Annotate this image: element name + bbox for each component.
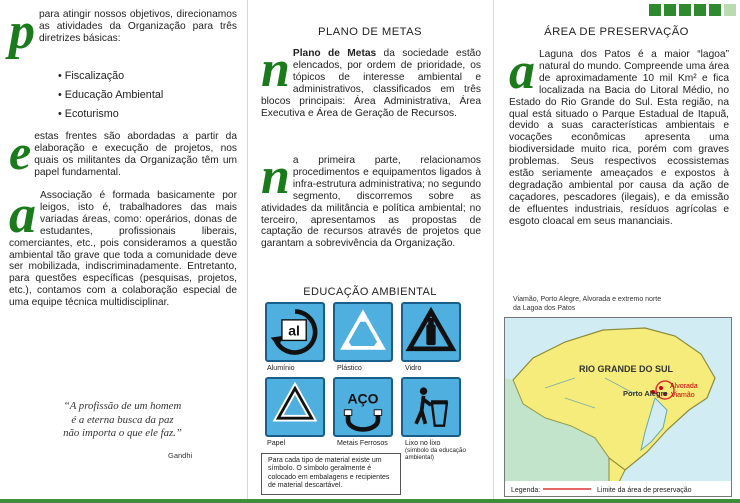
drop-cap-n: n <box>261 148 290 205</box>
plano-para-2: na primeira parte, relacionamos procedimentos e equipamentos ligados à infra-estrutura administrativa; no segundo segmento, discorremos sobre as atividades da militância e política ambiental; no terceiro, apresentamos as propostas de captação de recursos através de projetos que garantam a sobrevivência da Organização. <box>261 148 481 250</box>
paper-recycle-icon <box>265 377 325 437</box>
intro-paragraph <box>9 3 237 60</box>
litter-bin-icon <box>401 377 461 437</box>
plano-title: PLANO DE METAS <box>318 26 422 38</box>
quote-author: Gandhi <box>168 451 193 460</box>
intro-text: para atingir nossos objetivos, direcionamos as atividades da Organização para três diretrizes básicas: <box>39 9 237 44</box>
para-associacao <box>9 184 237 309</box>
map-city-alvorada: Alvorada <box>670 383 698 390</box>
map-legend-text: Limite da área de preservação <box>597 487 692 494</box>
drop-cap-e: e <box>9 124 32 180</box>
label-lixo: Lixo no lixo <box>405 439 441 447</box>
para-frentes-text: estas frentes são abordadas a partir da elaboração e execução de projetos, nos quais os militantes da Organização têm um papel fundamental. <box>34 131 237 178</box>
area-paragraph: a Laguna dos Patos é a maior “lagoa” natural do mundo. Compreende uma área de aproximadamente 10 mil Km² e fica localizada na Bacia do Litoral Médio, no Estado do Rio Grande do Sul. Esta região, na qual está situado o Parque Estadual de Itapuã, devido a suas características ambientais e vocações econômicas apresenta uma biodiversidade muito rica, porém com graves problemas. Seus respectivos ecossistemas estão seriamente ameaçados e expostos à degradação ambiental por causa da ação de caçadores, pescadores (ilegais), e da emissão de efluentes industriais, resíduos agrícolas e esgoto cloacal em seus mananciais. <box>509 43 729 227</box>
svg-text:al: al <box>288 322 300 339</box>
gandhi-quote: “A profissão de um homem é a eterna busca da paz não importa o que ele faz.” <box>63 400 182 439</box>
drop-cap-a: a <box>509 43 535 100</box>
label-lixo-sub: (símbolo da educação ambiental) <box>405 447 466 461</box>
map-state-label: RIO GRANDE DO SUL <box>579 364 674 374</box>
plano-para-1: n Plano de Metas da sociedade estão elencados, por ordem de prioridade, os tópicos de interesse ambiental e administrativos, classificados em três blocos principais: Área Administrativa, Área Executiva e Área de Geração de Recursos. <box>261 41 481 119</box>
drop-cap-n: n <box>261 41 290 98</box>
bullet-item: • Ecoturismo <box>58 108 298 120</box>
plastic-recycle-icon <box>333 302 393 362</box>
symbol-note-box: Para cada tipo de material existe um símbolo. O símbolo geralmente é colocado em embalagens e recipientes de material descartável. <box>261 453 401 495</box>
drop-cap-a: a <box>9 184 36 244</box>
glass-recycle-icon <box>401 302 461 362</box>
steel-recycle-icon <box>333 377 393 437</box>
map-city-viamao: Viamão <box>671 392 695 399</box>
panel-plano-de-metas <box>247 0 493 503</box>
label-vidro: Vidro <box>405 364 422 372</box>
bullet-item: • Educação Ambiental <box>58 89 298 101</box>
map-legend-label: Legenda: <box>511 487 541 494</box>
bullet-item: • Fiscalização <box>58 70 298 82</box>
label-plastico: Plástico <box>337 364 362 372</box>
area-title: ÁREA DE PRESERVAÇÃO <box>544 26 689 38</box>
svg-text:AÇO: AÇO <box>347 390 379 407</box>
aluminium-recycle-icon <box>265 302 325 362</box>
drop-cap-p: p <box>9 3 35 60</box>
map-city-porto-alegre: Porto Alegre <box>623 389 668 398</box>
label-aluminio: Alumínio <box>267 364 295 372</box>
para-associacao-text: Associação é formada basicamente por leigos, isto é, trabalhadores das mais variadas áreas, como: operários, donas de estudantes, profissionais liberais, comerciantes, etc., pois consideramos a questão ambiental tão grave que toda a comunidade deve ser mobilizada, indiscriminadamente. Entretanto, para questões específicas (pesquisas, projetos, etc.), contamos com a colaboração especial de uma equipe técnica multidisciplinar. <box>9 190 237 309</box>
rs-map <box>504 317 732 497</box>
label-metais: Metais Ferrosos <box>337 439 388 447</box>
educacao-title: EDUCAÇÃO AMBIENTAL <box>303 286 437 298</box>
panel-diretrizes <box>0 0 247 503</box>
map-caption: Viamão, Porto Alegre, Alvorada e extremo norte da Lagoa dos Patos <box>513 296 662 312</box>
label-papel: Papel <box>267 439 286 447</box>
para-frentes <box>9 124 237 180</box>
